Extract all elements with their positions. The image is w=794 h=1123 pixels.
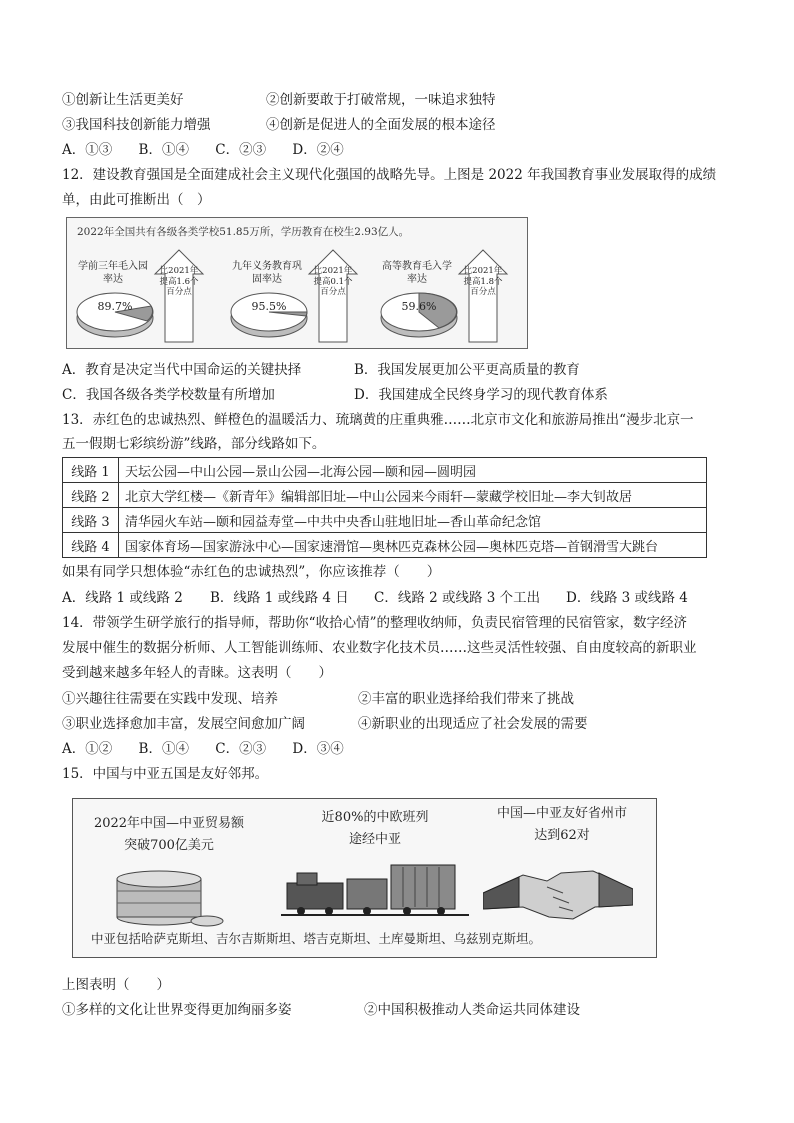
q14-statement-2: ②丰富的职业选择给我们带来了挑战 bbox=[358, 691, 574, 707]
q14-option-c[interactable]: C．②③ bbox=[215, 741, 267, 757]
q13-option-a[interactable]: A．线路 1 或线路 2 bbox=[62, 590, 183, 606]
q14-statement-3: ③职业选择愈加丰富，发展空间愈加广阔 bbox=[62, 716, 305, 732]
q13-option-c[interactable]: C．线路 2 或线路 3 个工出 bbox=[374, 590, 541, 606]
stat-preschool bbox=[73, 242, 223, 346]
table-row bbox=[63, 458, 707, 483]
train-caption-line-1: 近80%的中欧班列 bbox=[321, 810, 429, 825]
q14-option-b[interactable]: B．①④ bbox=[138, 741, 189, 757]
q11-statement-3: ③我国科技创新能力增强 bbox=[62, 117, 211, 133]
q11-option-a[interactable]: A．①③ bbox=[62, 142, 113, 158]
handshake-icon bbox=[483, 853, 633, 923]
q15-statement-1: ①多样的文化让世界变得更加绚丽多姿 bbox=[62, 1002, 292, 1018]
q14-option-a[interactable]: A．①② bbox=[62, 741, 113, 757]
q13-option-b[interactable]: B．线路 1 或线路 4 日 bbox=[210, 590, 349, 606]
friendship-caption-line-2: 达到62对 bbox=[534, 828, 590, 843]
trade-caption bbox=[89, 813, 249, 857]
q14-option-d[interactable]: D．③④ bbox=[292, 741, 344, 757]
q12-option-c[interactable]: C．我国各级各类学校数量有所增加 bbox=[62, 387, 275, 403]
table-row bbox=[63, 508, 707, 533]
route-name: 线路 1 bbox=[63, 458, 119, 483]
stat-preschool-increase: 比2021年提高1.6个百分点 bbox=[159, 266, 199, 297]
route-table bbox=[62, 457, 707, 558]
education-stats-figure bbox=[66, 217, 528, 349]
stat-compulsory-value: 95.5% bbox=[251, 300, 287, 313]
education-stats-header: 2022年全国共有各级各类学校51.85万所，学历教育在校生2.93亿人。 bbox=[77, 226, 410, 238]
route-name: 线路 2 bbox=[63, 483, 119, 508]
q11-statement-1: ①创新让生活更美好 bbox=[62, 92, 184, 108]
table-row bbox=[63, 483, 707, 508]
route-name: 线路 3 bbox=[63, 508, 119, 533]
q14-options bbox=[62, 739, 366, 759]
q12-option-d[interactable]: D．我国建成全民终身学习的现代教育体系 bbox=[354, 387, 608, 403]
stat-compulsory bbox=[227, 242, 377, 346]
q12-option-b[interactable]: B．我国发展更加公平更高质量的教育 bbox=[354, 362, 580, 378]
q14-stem-line-1: 14．带领学生研学旅行的指导师，帮助你“收拾心情”的整理收纳师，负责民宿管理的民宿管家，数字经济 bbox=[62, 615, 687, 631]
stat-higher-education-value: 59.6% bbox=[401, 300, 437, 313]
q11-statement-2: ②创新要敢于打破常规，一味追求独特 bbox=[266, 92, 496, 108]
q12-stem-line-1: 12．建设教育强国是全面建成社会主义现代化强国的战略先导。上图是 2022 年我国教育事业发展取得的成绩 bbox=[62, 167, 717, 183]
q14-statement-1: ①兴趣往往需要在实践中发现、培养 bbox=[62, 691, 278, 707]
q11-statement-4: ④创新是促进人的全面发展的根本途径 bbox=[266, 117, 496, 133]
q11-option-b[interactable]: B．①④ bbox=[138, 142, 189, 158]
q13-option-d[interactable]: D．线路 3 或线路 4 bbox=[566, 590, 688, 606]
route-name: 线路 4 bbox=[63, 533, 119, 558]
q11-option-c[interactable]: C．②③ bbox=[215, 142, 267, 158]
route-path: 国家体育场—国家游泳中心—国家速滑馆—奥林匹克森林公园—奥林匹克塔—首钢滑雪大跳台 bbox=[119, 533, 707, 558]
china-central-asia-figure bbox=[72, 798, 657, 958]
route-path: 清华园火车站—颐和园益寿堂—中共中央香山驻地旧址—香山革命纪念馆 bbox=[119, 508, 707, 533]
friendship-caption-line-1: 中国—中亚友好省州市 bbox=[496, 806, 627, 821]
stat-compulsory-increase: 比2021年提高0.1个百分点 bbox=[313, 266, 353, 297]
route-path: 北京大学红楼—《新青年》编辑部旧址—中山公园来今雨轩—蒙藏学校旧址—李大钊故居 bbox=[119, 483, 707, 508]
pie-chart-icon bbox=[229, 290, 315, 340]
stat-preschool-label: 学前三年毛入园率达 bbox=[78, 261, 148, 285]
q12-option-a[interactable]: A．教育是决定当代中国命运的关键抉择 bbox=[62, 362, 302, 378]
q14-statement-4: ④新职业的出现适应了社会发展的需要 bbox=[358, 716, 588, 732]
q14-stem-line-3: 受到越来越多年轻人的青睐。这表明（ ） bbox=[62, 665, 332, 681]
q11-options bbox=[62, 140, 366, 160]
q15-statement-2: ②中国积极推动人类命运共同体建设 bbox=[364, 1002, 580, 1018]
coin-stack-icon bbox=[107, 861, 227, 927]
trade-caption-line-2: 突破700亿美元 bbox=[124, 838, 214, 853]
q11-option-d[interactable]: D．②④ bbox=[292, 142, 344, 158]
q12-stem-line-2: 单，由此可推断出（ ） bbox=[62, 192, 211, 208]
train-caption bbox=[305, 807, 445, 851]
q13-stem-line-2: 五一假期七彩缤纷游”线路，部分线路如下。 bbox=[62, 436, 326, 452]
stat-higher-education-label: 高等教育毛入学率达 bbox=[382, 261, 452, 285]
stat-higher-education-increase: 比2021年提高1.8个百分点 bbox=[463, 266, 503, 297]
q13-stem-line-1: 13．赤红色的忠诚热烈、鲜橙色的温暖活力、琉璃黄的庄重典雅……北京市文化和旅游局推出“漫步北京一 bbox=[62, 412, 694, 428]
stat-compulsory-label: 九年义务教育巩固率达 bbox=[232, 261, 302, 285]
q13-question: 如果有同学只想体验“赤红色的忠诚热烈”，你应该推荐（ ） bbox=[62, 564, 441, 580]
pie-chart-icon bbox=[75, 290, 161, 340]
stat-preschool-value: 89.7% bbox=[97, 300, 133, 313]
trade-caption-line-1: 2022年中国—中亚贸易额 bbox=[93, 816, 245, 831]
table-row bbox=[63, 533, 707, 558]
stat-higher-education bbox=[377, 242, 527, 346]
pie-chart-icon bbox=[379, 290, 465, 340]
train-caption-line-2: 途经中亚 bbox=[348, 832, 401, 847]
route-path: 天坛公园—中山公园—景山公园—北海公园—颐和园—圆明园 bbox=[119, 458, 707, 483]
central-asia-footnote: 中亚包括哈萨克斯坦、吉尔吉斯斯坦、塔吉克斯坦、土库曼斯坦、乌兹别克斯坦。 bbox=[91, 931, 542, 946]
q15-question: 上图表明（ ） bbox=[62, 977, 170, 993]
q15-stem: 15．中国与中亚五国是友好邻邦。 bbox=[62, 766, 269, 782]
friendship-caption bbox=[477, 803, 647, 847]
q14-stem-line-2: 发展中催生的数据分析师、人工智能训练师、农业数字化技术员……这些灵活性较强、自由度较高的新职业 bbox=[62, 640, 697, 656]
freight-train-icon bbox=[281, 861, 471, 923]
